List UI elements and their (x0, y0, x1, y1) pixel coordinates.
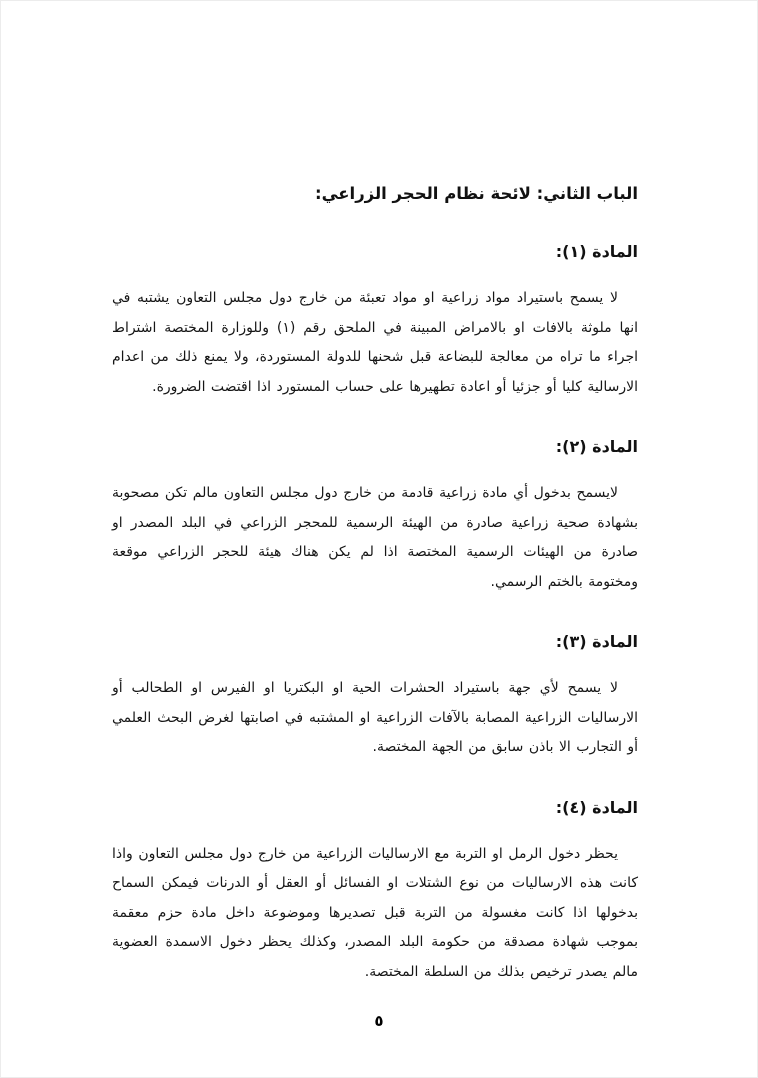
article-3-body: لا يسمح لأي جهة باستيراد الحشرات الحية او البكتريا او الفيرس او الطحالب أو الارساليات الزراعية المصابة بالآفات الزراعية او المشتبه في اصابتها لغرض البحث العلمي أو التجارب الا باذن سابق من الجهة المختصة. (112, 680, 638, 755)
article-1-heading: المادة (١): (555, 242, 638, 261)
article-2-body: لايسمح بدخول أي مادة زراعية قادمة من خارج دول مجلس التعاون مالم تكن مصحوبة بشهادة صحية زراعية صادرة من الهيئة الرسمية للمحجر الزراعي في البلد المصدر او صادرة من الهيئات الرسمية المختصة اذا لم يكن هناك هيئة للحجر الزراعي موقعة ومختومة بالختم الرسمي. (112, 485, 638, 590)
article-3 (112, 630, 638, 763)
page-number: ٥ (374, 1012, 384, 1030)
article-1-body: لا يسمح باستيراد مواد زراعية او مواد تعبئة من خارج دول مجلس التعاون يشتبه في انها ملوثة بالافات او بالامراض المبينة في الملحق رقم (١) وللوزارة المختصة اشتراط اجراء ما تراه من معالجة للبضاعة قبل شحنها للدولة المستوردة، ولا يمنع ذلك من اعدام الارسالية كليا أو جزئيا أو اعادة تطهيرها على حساب المستورد اذا اقتضت الضرورة. (112, 290, 639, 395)
article-4 (112, 796, 638, 988)
chapter-title: الباب الثاني: لائحة نظام الحجر الزراعي: (314, 184, 638, 203)
document-content (112, 0, 638, 1001)
article-3-heading: المادة (٣): (555, 632, 638, 651)
article-4-heading: المادة (٤): (555, 797, 638, 817)
article-2 (112, 435, 638, 597)
article-4-body: يحظر دخول الرمل او التربة مع الارساليات الزراعية من خارج دول مجلس التعاون واذا كانت هذه الارساليات من نوع الشتلات او الفسائل أو العقل أو الدرنات فيمكن السماح بدخولها اذا كانت مغسولة من التربة قبل تصديرها وموضوعة داخل مادة حزم معقمة بموجب شهادة مصدقة من حكومة البلد المصدر، وكذلك يحظر دخول الاسمدة العضوية مالم يصدر ترخيص بذلك من السلطة المختصة. (112, 845, 638, 980)
article-1 (112, 240, 638, 402)
article-2-heading: المادة (٢): (555, 437, 638, 456)
